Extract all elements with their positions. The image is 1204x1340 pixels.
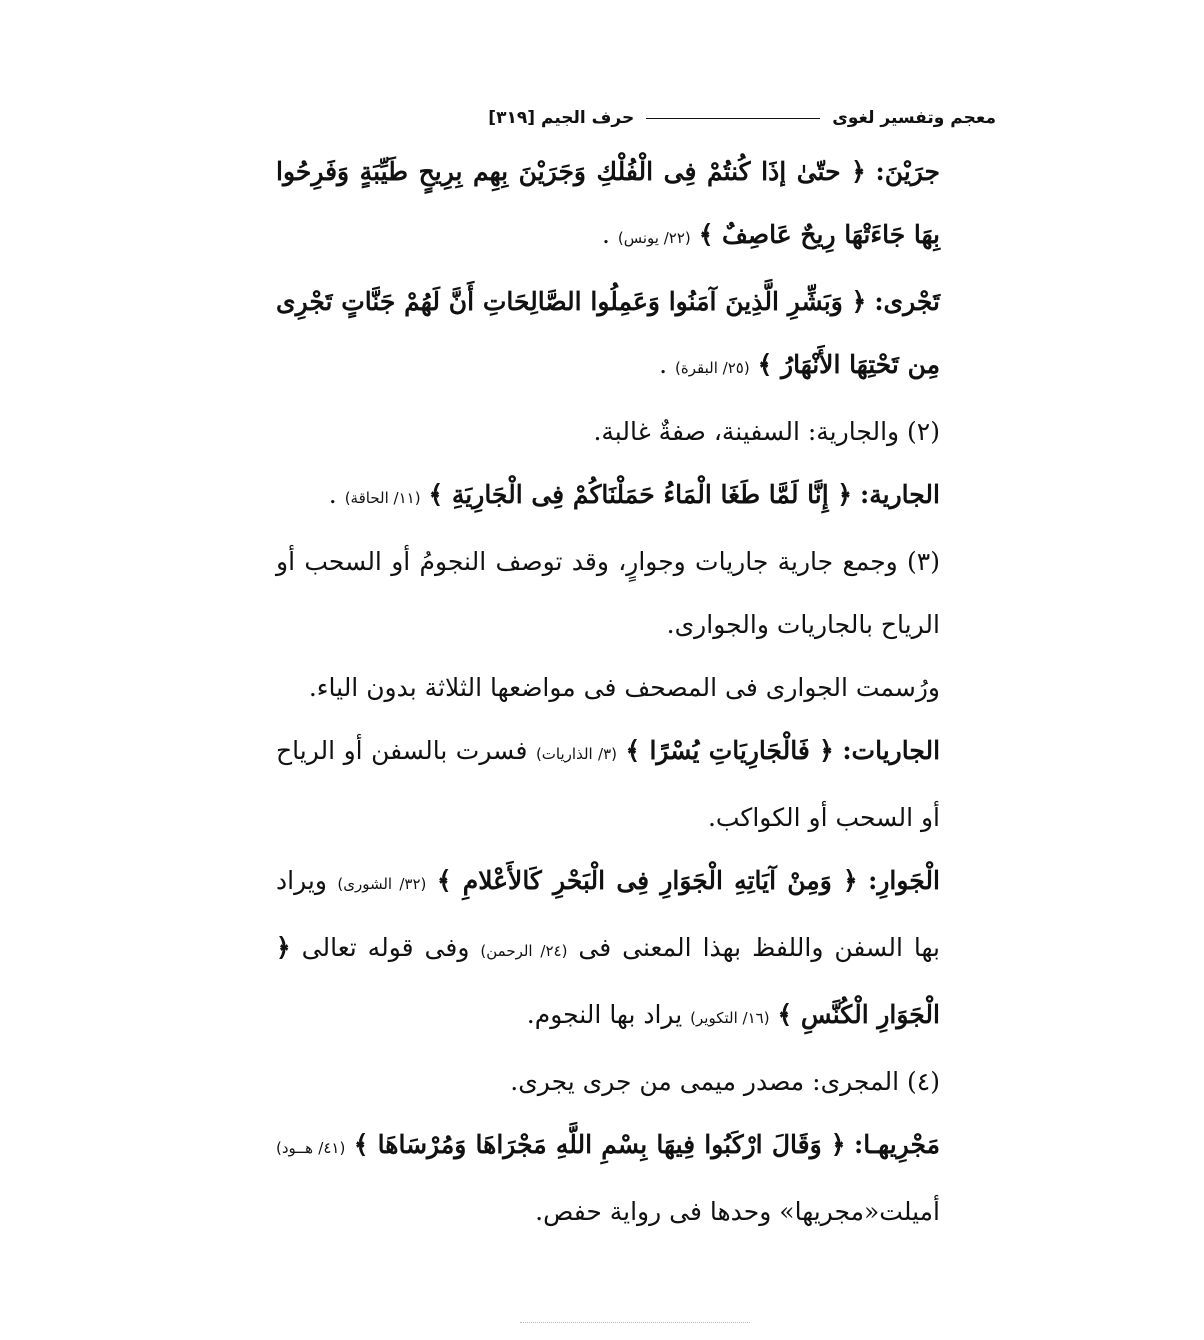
- verse-reference: (٢٢/ يونس): [617, 229, 691, 247]
- entry-majriha: [276, 1113, 996, 1243]
- entry-jarayna: [276, 140, 996, 270]
- definition-text: (٢) والجارية: السفينة، صفةٌ غالبة.: [593, 417, 940, 446]
- entry-text: يراد بها النجوم.: [526, 1000, 683, 1029]
- definition-3: [276, 530, 996, 656]
- quran-quote: ﴿ حتّىٰ إذَا كُنتُمْ فِى الْفُلْكِ وَجَرَيْنَ بِهِم بِرِيحٍ طَيِّبَةٍ وَفَرِحُوا بِهَا جَاءَتْهَا رِيحٌ عَاصِفٌ ﴾: [276, 157, 940, 249]
- definition-text: (٤) المجرى: مصدر ميمى من جرى يجرى.: [510, 1067, 940, 1096]
- header-rule: [646, 118, 820, 119]
- entry-jariyat: [276, 719, 996, 849]
- entry-term: الْجَوارِ:: [868, 866, 940, 895]
- entry-text: .: [659, 350, 668, 379]
- quran-quote: ﴿ الْجَوَارِ الْكُنَّسِ ﴾: [276, 933, 940, 1029]
- verse-reference: (٢٤/ الرحمن): [480, 942, 568, 960]
- entry-text: ويراد بها السفن واللفظ بهذا المعنى فى: [276, 866, 940, 962]
- entry-term: جرَيْنَ:: [875, 157, 940, 186]
- scan-edge-mark: [520, 1322, 750, 1323]
- entry-text: .: [328, 480, 337, 509]
- verse-reference: (١٦/ التكوير): [690, 1009, 770, 1027]
- running-header: [276, 100, 996, 136]
- quran-quote: ﴿ وَمِنْ آيَاتِهِ الْجَوَارِ فِى الْبَحْرِ كَالأَعْلامِ ﴾: [436, 866, 858, 895]
- entry-tajri: [276, 270, 996, 400]
- page-number: [٣١٩]: [488, 108, 535, 128]
- entry-jawar: [276, 849, 996, 1050]
- entry-jariya: [276, 463, 996, 530]
- note-text: ورُسمت الجوارى فى المصحف فى مواضعها الثلاثة بدون الياء.: [308, 673, 940, 702]
- entry-text: .: [601, 220, 610, 249]
- quran-quote: ﴿ وَبَشِّرِ الَّذِينَ آمَنُوا وَعَمِلُوا الصَّالِحَاتِ أَنَّ لَهُمْ جَنَّاتٍ تَجْرِى مِن تَحْتِهَا الأَنْهَارُ ﴾: [276, 287, 940, 379]
- verse-reference: (٢٥/ البقرة): [675, 359, 750, 377]
- entry-text: وفى قوله تعالى: [301, 933, 470, 962]
- page: [276, 100, 996, 1243]
- quran-quote: ﴿ فَالْجَارِيَاتِ يُسْرًا ﴾: [625, 736, 834, 765]
- page-body: [276, 140, 996, 1243]
- orthography-note: [276, 656, 996, 719]
- book-title: معجم وتفسير لغوى: [832, 108, 996, 128]
- entry-text: أميلت«مجريها» وحدها فى رواية حفص.: [535, 1197, 940, 1226]
- verse-reference: (٤١/ هــود): [276, 1139, 346, 1157]
- definition-4: [276, 1050, 996, 1113]
- entry-term: الجارية:: [860, 480, 940, 509]
- definition-2: [276, 400, 996, 463]
- quran-quote: ﴿ وَقَالَ ارْكَبُوا فِيهَا بِسْمِ اللَّهِ مَجْرَاهَا وَمُرْسَاهَا ﴾: [353, 1130, 846, 1159]
- entry-term: مَجْرِيهـا:: [854, 1130, 940, 1159]
- definition-text: (٣) وجمع جارية جاريات وجوارٍ، وقد توصف النجومُ أو السحب أو الرياح بالجاريات والجوارى.: [276, 547, 940, 639]
- verse-reference: (٣/ الذاريات): [535, 745, 617, 763]
- entry-term: تَجْرى:: [874, 287, 940, 316]
- entry-term: الجاريات:: [842, 736, 941, 765]
- verse-reference: (١١/ الحاقة): [344, 489, 421, 507]
- section-title: حرف الجيم: [541, 108, 635, 128]
- verse-reference: (٣٢/ الشورى): [337, 875, 427, 893]
- quran-quote: ﴿ إِنَّا لَمَّا طَغَا الْمَاءُ حَمَلْنَاكُمْ فِى الْجَارِيَةِ ﴾: [428, 480, 853, 509]
- entry-text: فسرت بالسفن أو الرياح أو السحب أو الكواكب.: [276, 736, 940, 832]
